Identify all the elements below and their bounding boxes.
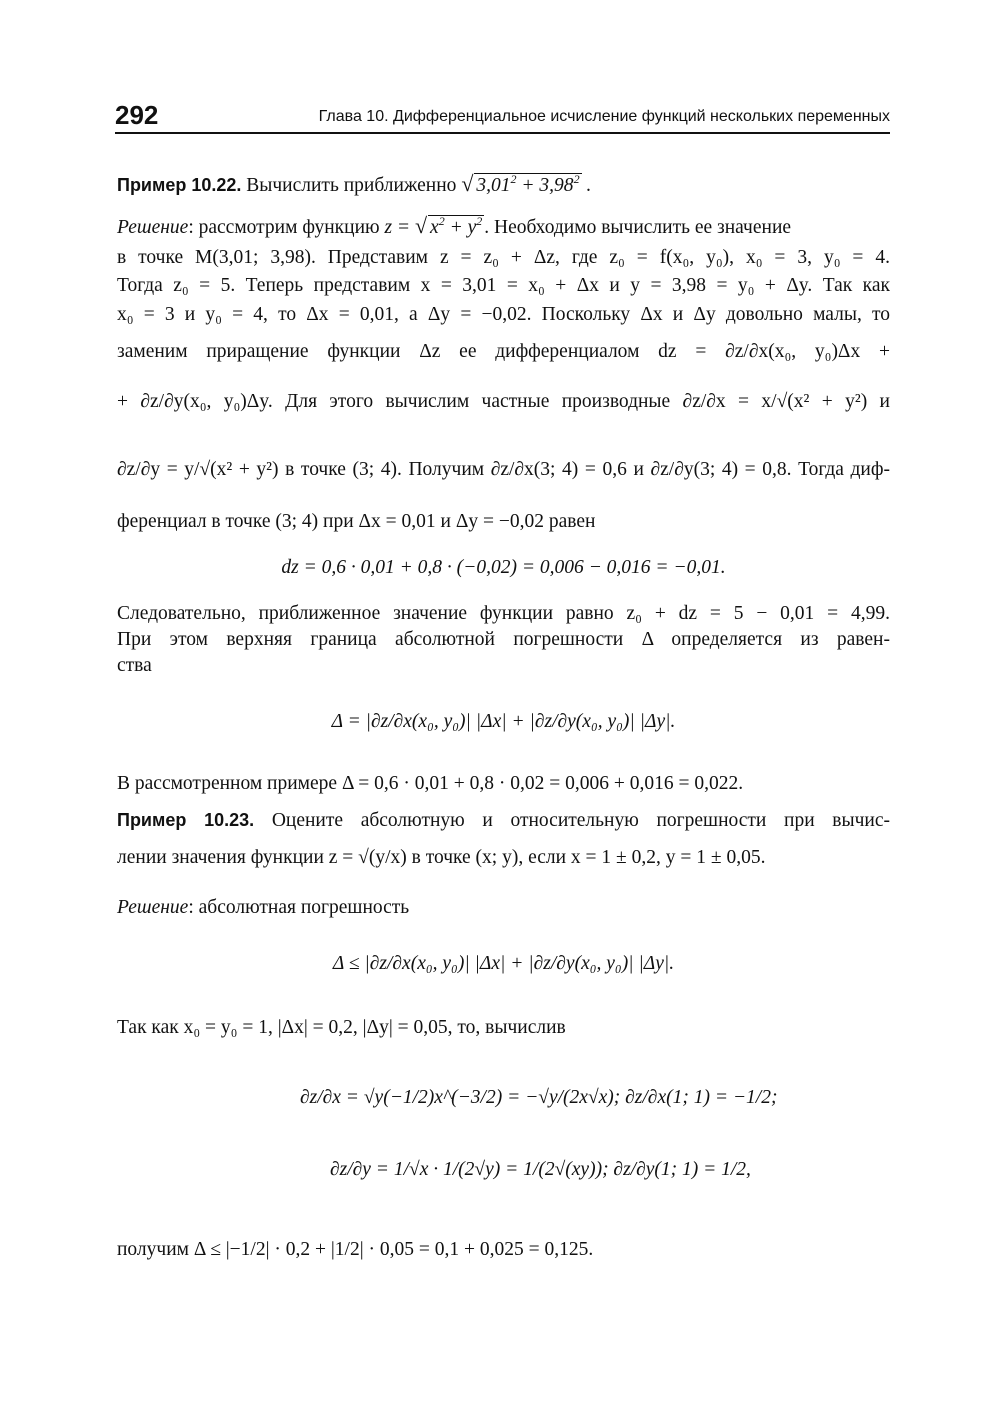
solution-text: . Необходимо вычислить ее значение xyxy=(484,217,792,238)
solution-line-5: заменим приращение функции Δz ее дифференциалом dz = ∂z/∂x(x₀, y₀)Δx + xyxy=(117,341,890,362)
example-10-23-line-2: лении значения функции z = √(y/x) в точке (x; y), если x = 1 ± 0,2, y = 1 ± 0,05. xyxy=(117,847,766,868)
example-10-22-statement xyxy=(117,172,890,198)
solution-2-line-1 xyxy=(117,896,890,920)
equation-delta-ineq: Δ ≤ |∂z/∂x(x₀, y₀)| |Δx| + |∂z/∂y(x₀, y₀)| |Δy|. xyxy=(332,953,675,974)
solution-line-9: Следовательно, приближенное значение функции равно z₀ + dz = 5 − 0,01 = 4,99. xyxy=(117,603,890,624)
solution-line-11: ства xyxy=(117,655,152,676)
solution-label: Решение xyxy=(117,217,189,238)
solution-2-final: получим Δ ≤ |−1/2| · 0,2 + |1/2| · 0,05 = 0,1 + 0,025 = 0,125. xyxy=(117,1239,594,1260)
math-inline: √ $3,01^2 + 3,98^2$ . xyxy=(461,171,592,196)
solution-text: : рассмотрим функцию xyxy=(188,217,380,238)
solution-line-8: ференциал в точке (3; 4) при Δx = 0,01 и Δy = −0,02 равен xyxy=(117,511,596,532)
equation-delta: Δ = |∂z/∂x(x₀, y₀)| |Δx| + |∂z/∂y(x₀, y₀)| |Δy|. xyxy=(331,711,676,732)
header-rule xyxy=(115,132,890,134)
equation-dz-dx: ∂z/∂x = √y(−1/2)x^(−3/2) = −√y/(2x√x); ∂z/∂x(1; 1) = −1/2; xyxy=(300,1087,778,1108)
example-10-23-line-1 xyxy=(117,808,890,833)
example-text: Вычислить приближенно xyxy=(246,175,457,196)
solution-line-7: ∂z/∂y = y/√(x² + y²) в точке (3; 4). Получим ∂z/∂x(3; 4) = 0,6 и ∂z/∂y(3; 4) = 0,8. Тогда диф- xyxy=(117,459,890,480)
example-text: Оцените абсолютную и относительную погрешности при вычис- xyxy=(271,810,890,831)
solution-line-6: + ∂z/∂y(x₀, y₀)Δy. Для этого вычислим частные производные ∂z/∂x = x/√(x² + y²) и xyxy=(117,391,890,412)
solution-line-3: Тогда z₀ = 5. Теперь представим x = 3,01 = x₀ + Δx и y = 3,98 = y₀ + Δy. Так как xyxy=(117,275,890,296)
math-inline: z = √ $x^2 + y^2$ xyxy=(384,213,483,238)
example-label: Пример 10.23. xyxy=(117,810,255,830)
solution-line-2: в точке M(3,01; 3,98). Представим z = z₀ + Δz, где z₀ = f(x₀, y₀), x₀ = 3, y₀ = 4. xyxy=(117,247,890,268)
solution-text: : абсолютная погрешность xyxy=(188,897,410,918)
solution-2-line-2: Так как x₀ = y₀ = 1, |Δx| = 0,2, |Δy| = 0,05, то, вычислив xyxy=(117,1017,566,1038)
equation-dz: dz = 0,6 · 0,01 + 0,8 · (−0,02) = 0,006 − 0,016 = −0,01. xyxy=(281,557,726,578)
solution-line-12: В рассмотренном примере Δ = 0,6 · 0,01 + 0,8 · 0,02 = 0,006 + 0,016 = 0,022. xyxy=(117,773,744,794)
example-label: Пример 10.22. xyxy=(117,175,242,195)
running-title: Глава 10. Дифференциальное исчисление функций нескольких переменных xyxy=(318,108,890,125)
page-header xyxy=(115,100,890,134)
solution-line-4: x₀ = 3 и y₀ = 4, то Δx = 0,01, а Δy = −0,02. Поскольку Δx и Δy довольно малы, то xyxy=(117,304,890,325)
page-number: 292 xyxy=(115,100,159,130)
equation-dz-dy: ∂z/∂y = 1/√x · 1/(2√y) = 1/(2√(xy)); ∂z/∂y(1; 1) = 1/2, xyxy=(330,1159,751,1180)
solution-label: Решение xyxy=(117,897,189,918)
solution-line-10: При этом верхняя граница абсолютной погрешности Δ определяется из равен- xyxy=(117,629,890,650)
solution-line-1 xyxy=(117,214,890,240)
